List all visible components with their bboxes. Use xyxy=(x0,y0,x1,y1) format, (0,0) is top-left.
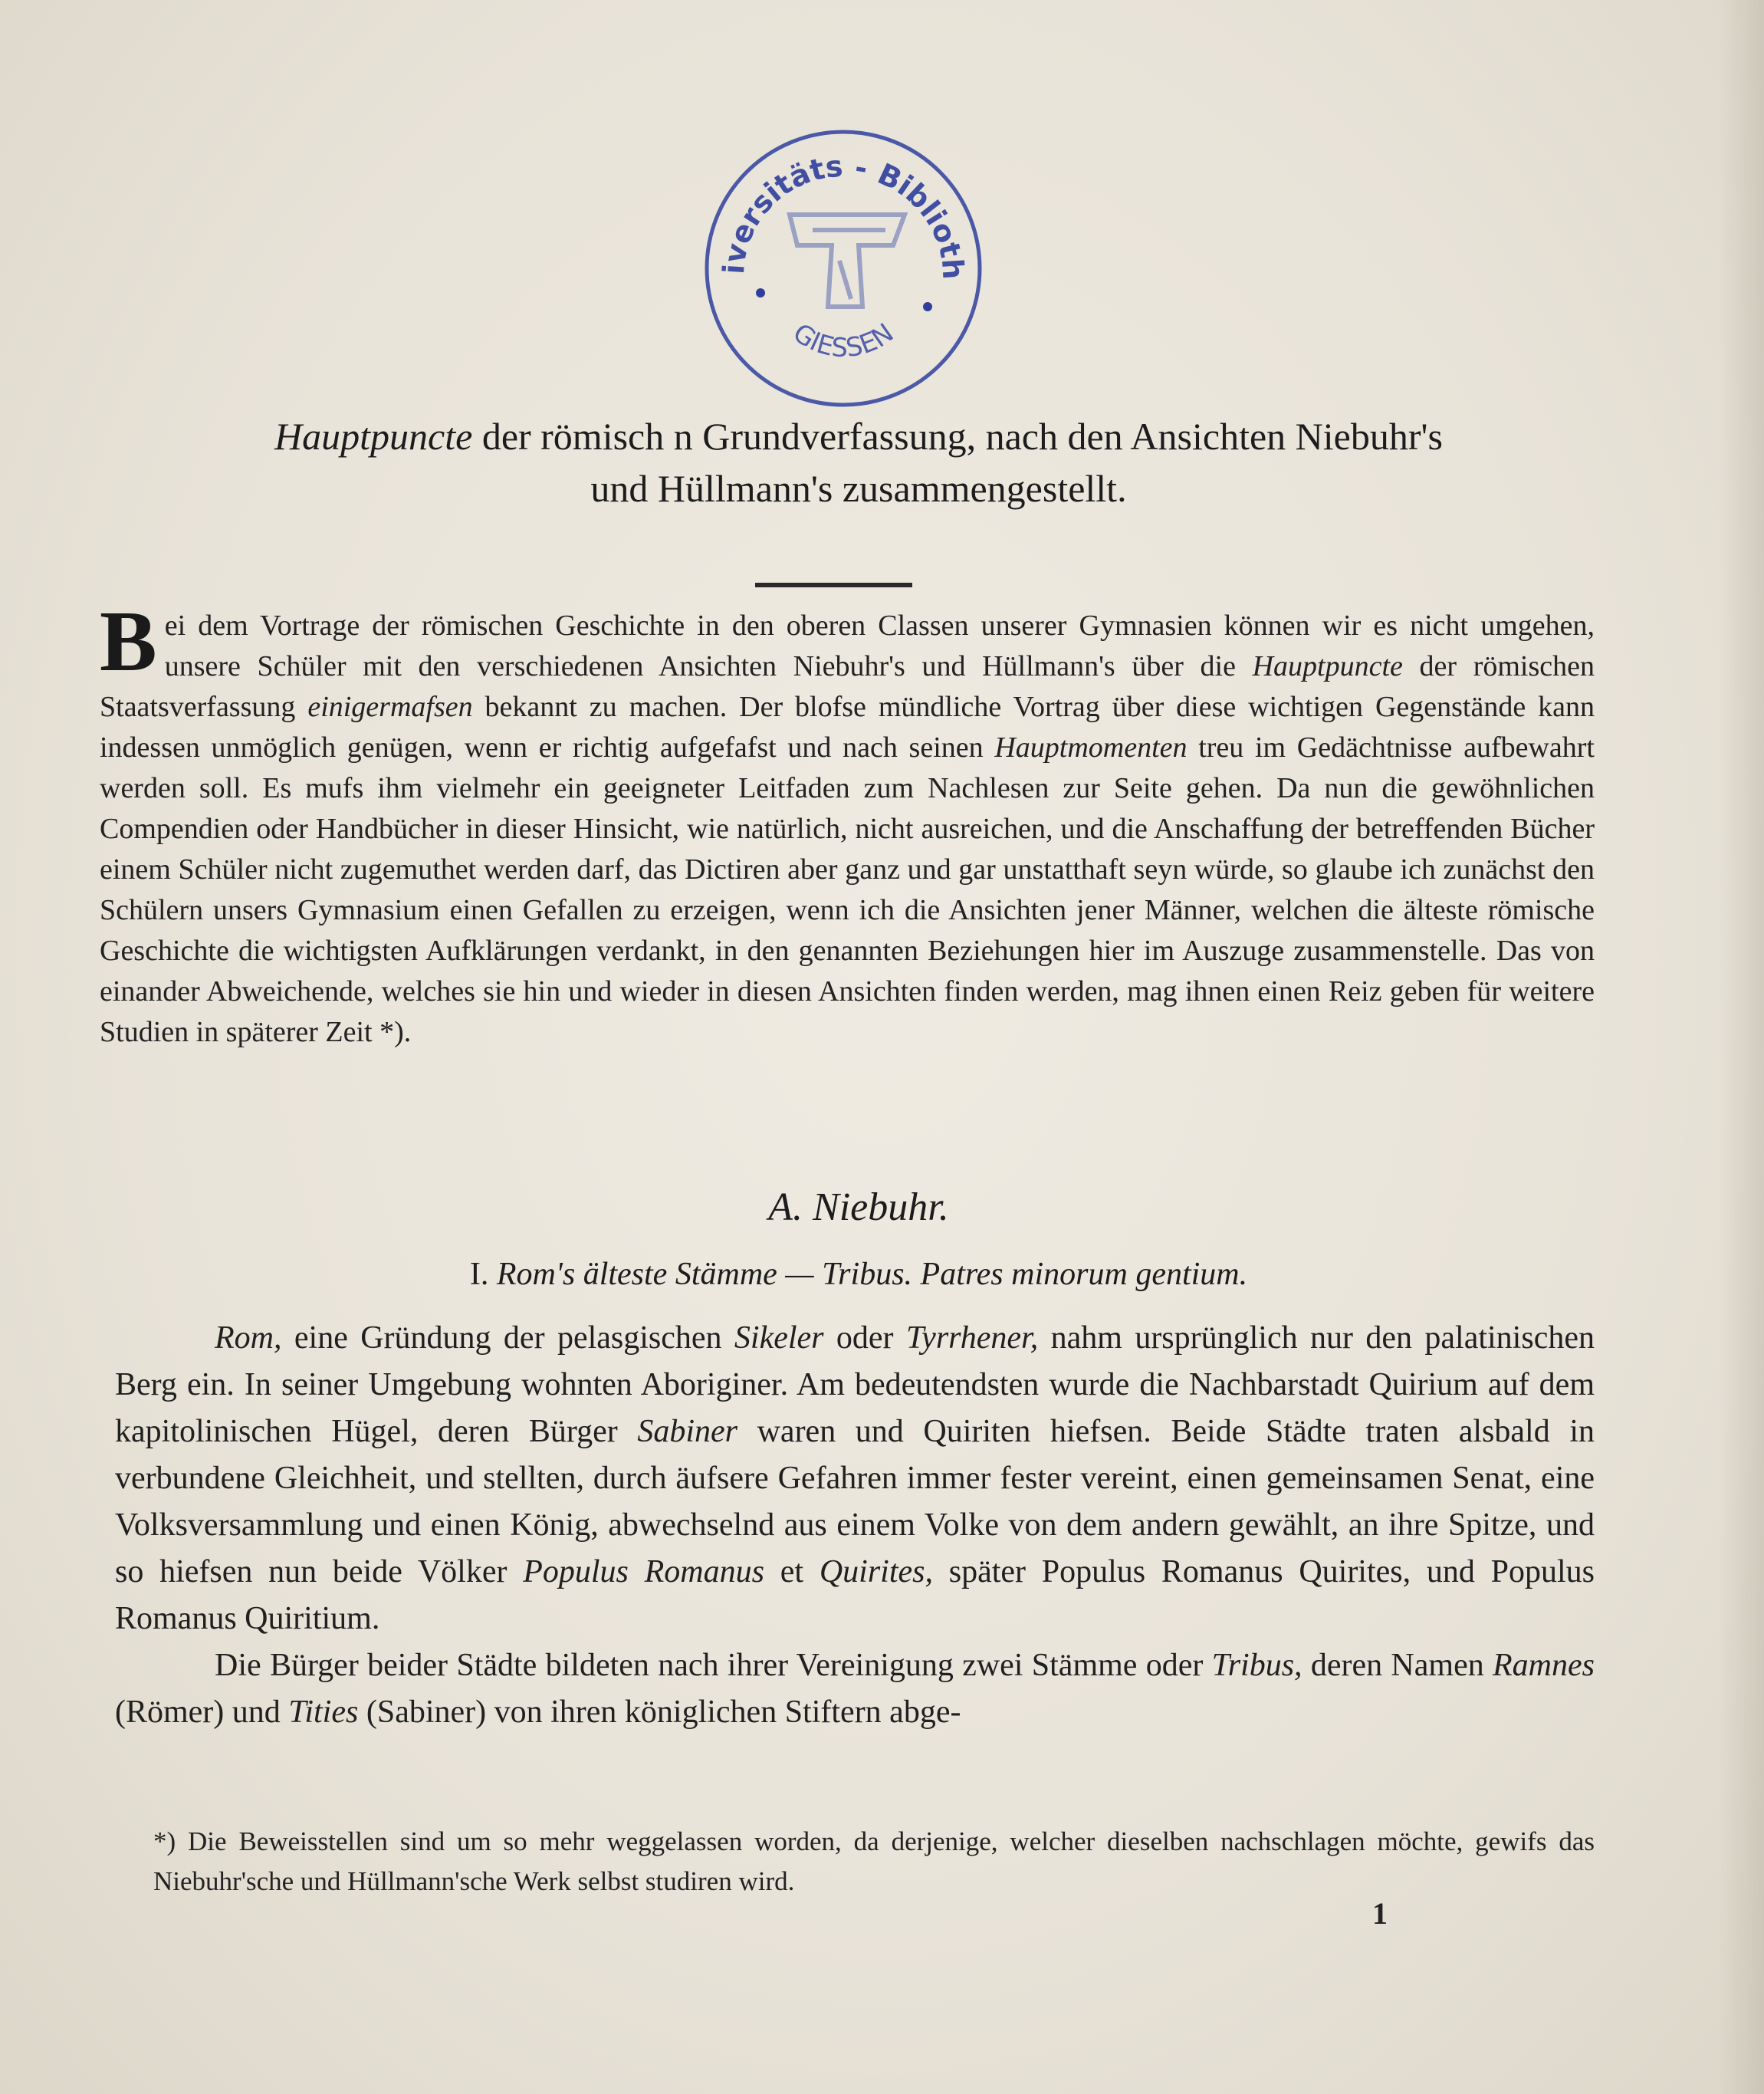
section-subheading xyxy=(100,1256,1618,1293)
intro-text-a: ei dem Vortrage der römischen Geschichte in den oberen Classen unserer Gymnasien können wir es nicht umgehen, unsere Schüler mit den verschiedenen Ansichten Niebuhr's und Hüllmann's über die xyxy=(164,610,1595,682)
drop-cap: B xyxy=(100,594,157,689)
para1-text-e: et xyxy=(764,1554,820,1589)
svg-text:GIESSEN xyxy=(787,317,899,363)
title-italic-word: Hauptpuncte xyxy=(274,415,473,458)
para1-text-d: waren und Quiriten hiefsen. Beide Städte traten alsbald in verbundene Gleichheit, und stellten, durch äufsere Gefahren immer fester vereint, einen gemeinsamen Senat, eine Volksversammlung und einen König, abwechselnd aus einem Volke von dem andern gewählt, an ihre Spitze, und so hiefsen nun beide Völker xyxy=(115,1414,1595,1589)
page-number: 1 xyxy=(1372,1896,1388,1931)
intro-text-d: treu im Gedächtnisse aufbewahrt werden soll. Es mufs ihm vielmehr ein geeigneter Leitfaden zum Nachlesen zur Seite gehen. Da nun die gewöhnlichen Compendien oder Handbücher in dieser Hinsicht, wie natürlich, nicht ausreichen, und die Anschaffung der betreffenden Bücher einem Schüler nicht zugemuthet werden darf, das Dictiren aber ganz und gar unstatthaft seyn würde, so glaube ich zunächst den Schülern unsers Gymnasium einen Gefallen zu erzeigen, wenn ich die Ansichten jener Männer, welchen die älteste römische Geschichte die wichtigsten Aufklärungen verdankt, in den genannten Beziehungen hier im Auszuge zusammenstelle. Das von einander Abweichende, welches sie hin und wieder in diesen Ansichten finden werden, mag ihnen einen Reiz geben für weitere Studien in späterer Zeit *). xyxy=(100,731,1595,1048)
stamp-emblem xyxy=(790,215,905,307)
italic-tribus: Tribus, xyxy=(1211,1648,1302,1683)
intro-italic-hauptmomenten: Hauptmomenten xyxy=(994,731,1187,764)
intro-paragraph xyxy=(100,594,1595,1053)
para1-text-c: nahm ursprünglich nur den palatinischen Berg ein. In seiner Umgebung wohnten Aboriginer. Am bedeutendsten wurde die Nachbarstadt Quirium auf dem kapitolinischen Hügel, deren Bürger xyxy=(115,1320,1595,1449)
intro-text-c: bekannt zu machen. Der blofse mündliche Vortrag über diese wichtigen Gegenstände kann indessen unmöglich genügen, wenn er richtig aufgefafst und nach seinen xyxy=(100,691,1595,764)
svg-text:Universitäts - Bibliothek xyxy=(698,123,971,281)
library-stamp-icon xyxy=(698,123,989,414)
intro-italic-hauptpuncte: Hauptpuncte xyxy=(1252,650,1403,682)
intro-italic-einigermafsen: einigermafsen xyxy=(307,691,473,723)
subheading-number: I. xyxy=(469,1257,489,1292)
stamp-bottom-text: GIESSEN xyxy=(787,317,900,364)
para1-text-b: oder xyxy=(823,1320,906,1356)
paragraph-rom xyxy=(115,1315,1595,1642)
para2-text-c: (Römer) und xyxy=(115,1695,289,1730)
page-spine-shadow xyxy=(1718,0,1764,2094)
italic-tyrrhener: Tyrrhener, xyxy=(905,1320,1039,1356)
title-line-1 xyxy=(100,410,1618,462)
subheading-title: Rom's älteste Stämme — Tribus. Patres minorum gentium. xyxy=(496,1257,1248,1292)
para2-text-d: (Sabiner) von ihren königlichen Stiftern abge- xyxy=(358,1695,961,1730)
paragraph-buerger xyxy=(115,1642,1595,1736)
title-line-1-rest: der römisch n Grundverfassung, nach den Ansichten Niebuhr's xyxy=(472,415,1443,458)
title-divider xyxy=(755,583,912,587)
section-heading: A. Niebuhr. xyxy=(768,1185,949,1229)
para1-text-f: später Populus Romanus Quirites, und Populus Romanus Quiritium. xyxy=(115,1554,1595,1636)
italic-quirites: Quirites, xyxy=(819,1554,933,1589)
para2-text-a: Die Bürger beider Städte bildeten nach ihrer Vereinigung zwei Stämme oder xyxy=(215,1648,1212,1683)
italic-sikeler: Sikeler xyxy=(734,1320,824,1356)
main-text xyxy=(115,1315,1595,1736)
italic-ramnes: Ramnes xyxy=(1493,1648,1595,1683)
intro-text-b: der römischen Staatsverfassung xyxy=(100,650,1595,723)
para1-text-a: eine Gründung der pelasgischen xyxy=(281,1320,734,1356)
italic-tities: Tities xyxy=(288,1695,359,1730)
italic-sabiner: Sabiner xyxy=(637,1414,737,1449)
para2-text-b: deren Namen xyxy=(1302,1648,1493,1683)
italic-rom: Rom, xyxy=(215,1320,282,1356)
title-line-2: und Hüllmann's zusammengestellt. xyxy=(590,467,1127,510)
italic-populus-romanus: Populus Romanus xyxy=(523,1554,764,1589)
footnote: *) Die Beweisstellen sind um so mehr weggelassen worden, da derjenige, welcher dieselben nachschlagen möchte, gewifs das Niebuhr'sche und Hüllmann'sche Werk selbst studiren wird. xyxy=(153,1826,1595,1896)
library-stamp xyxy=(698,123,989,414)
stamp-top-text: iversitäts - Biblioth xyxy=(716,149,971,281)
document-title xyxy=(100,410,1618,514)
